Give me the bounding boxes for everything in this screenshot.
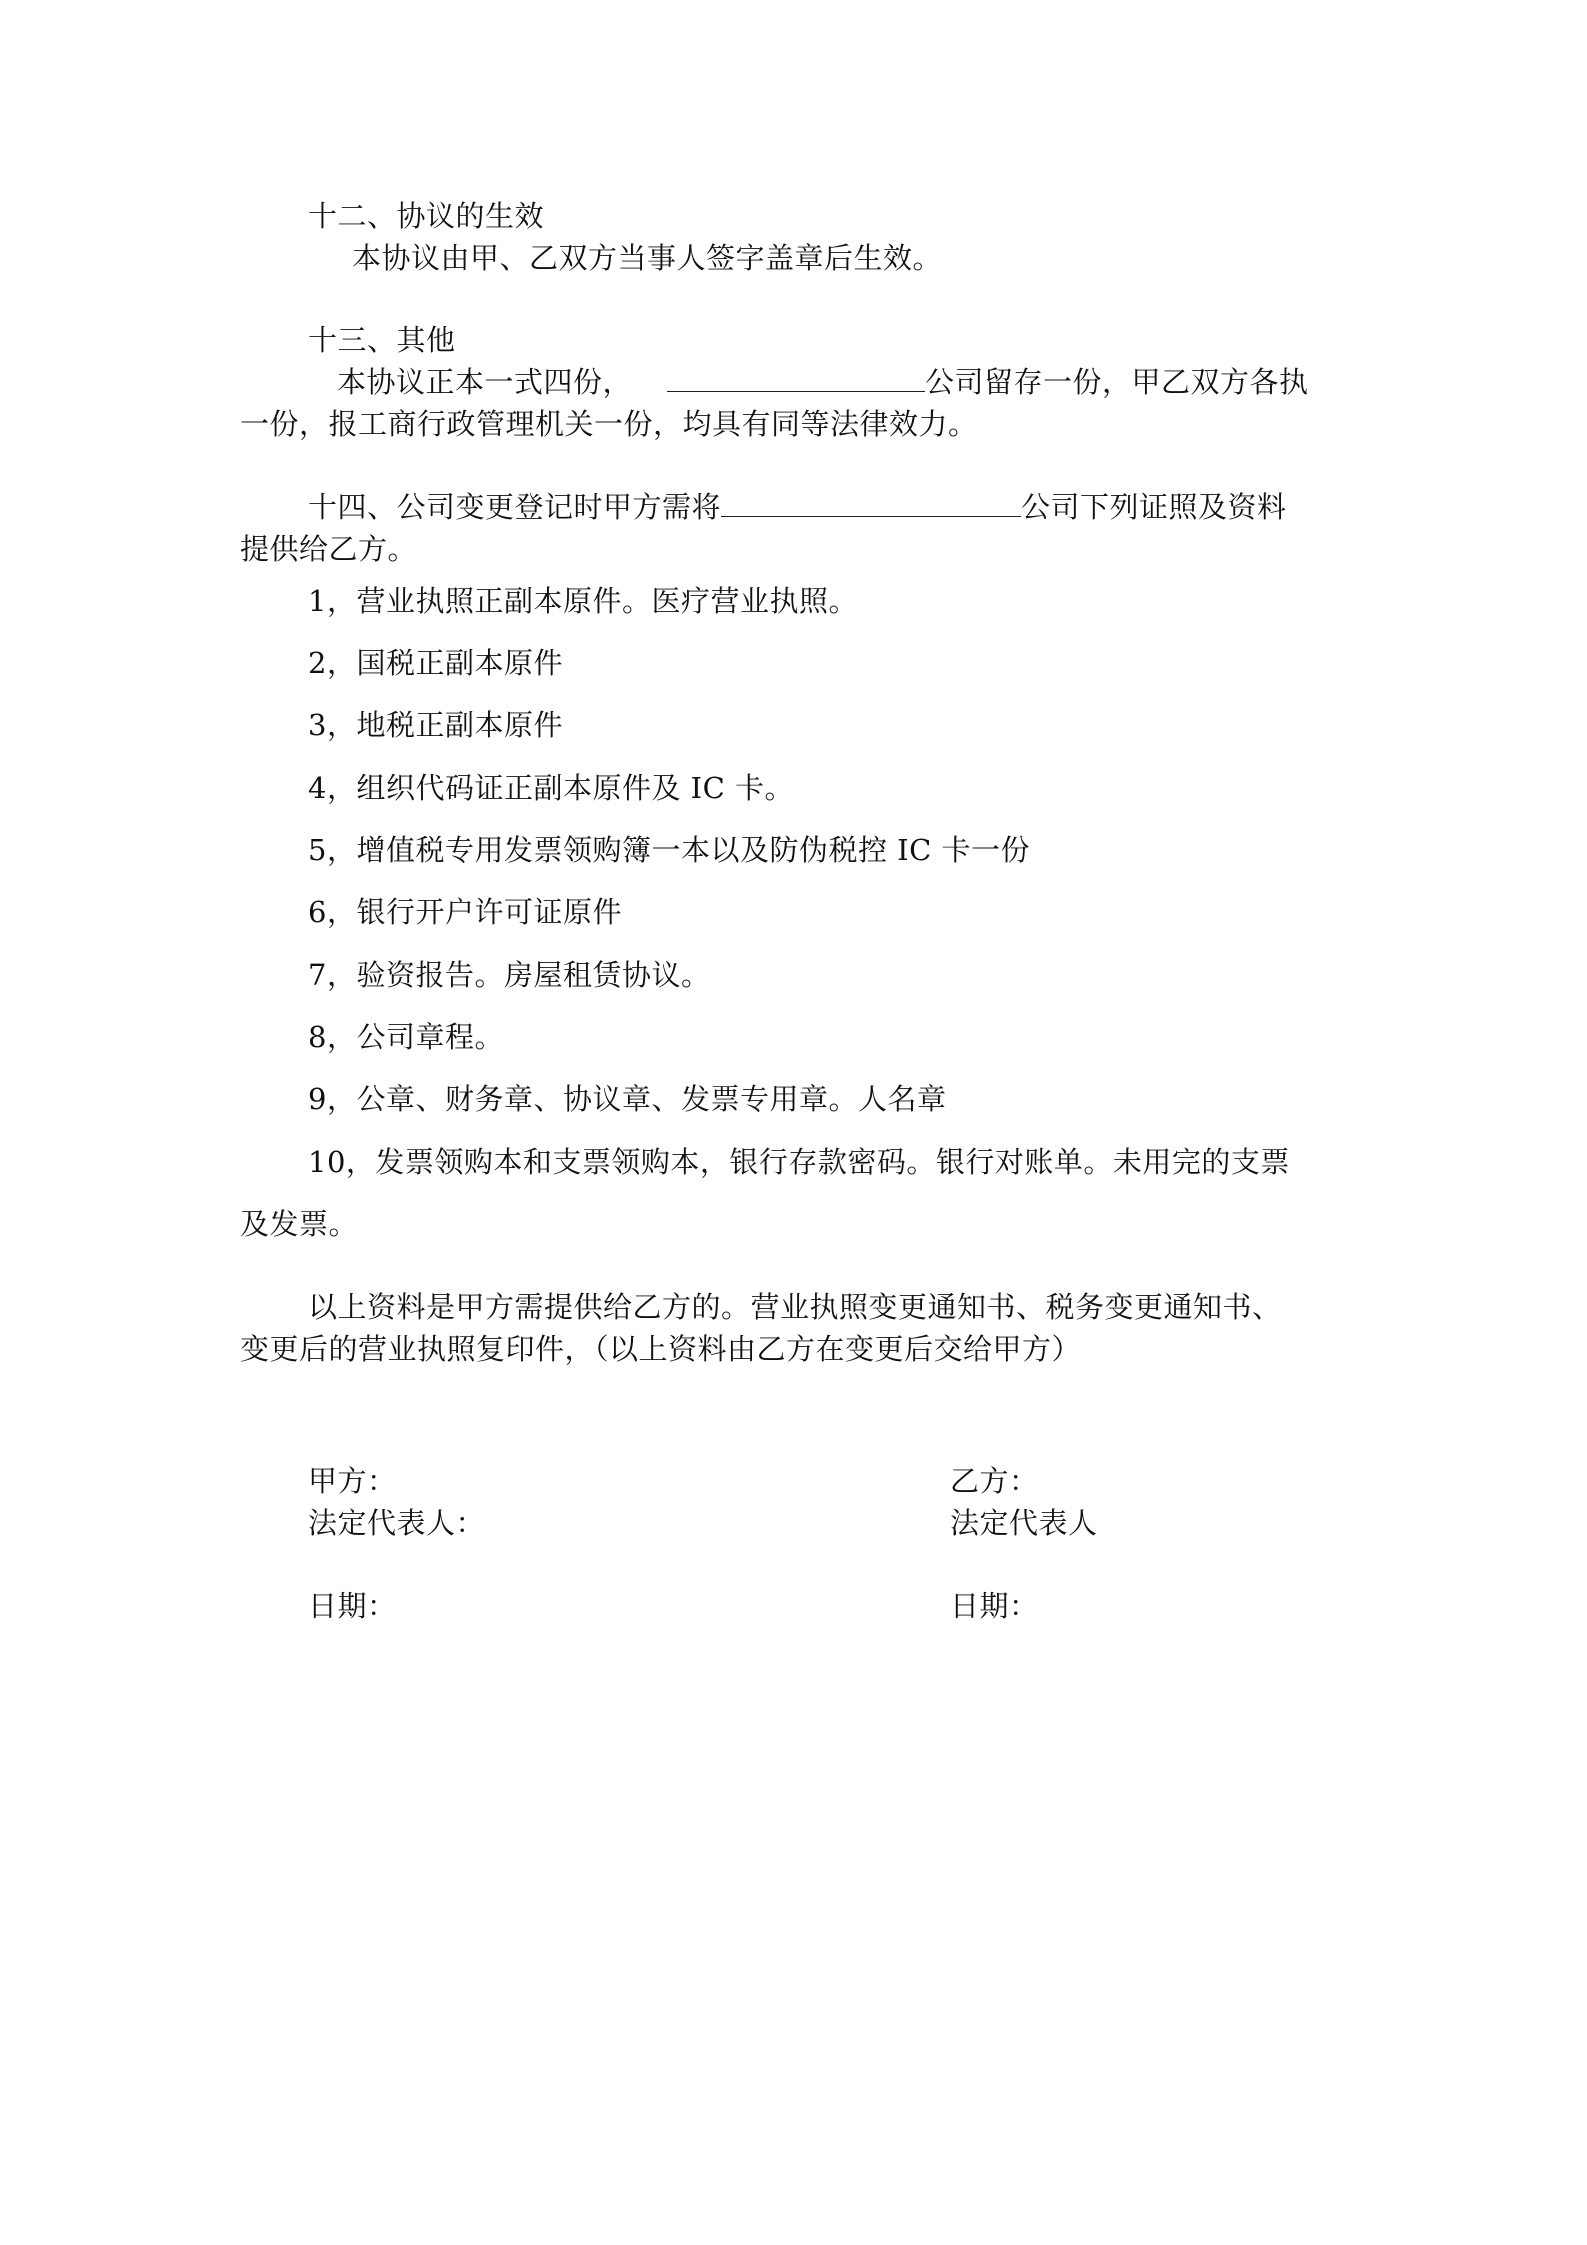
section-13-body-prefix: 本协议正本一式四份， [337,365,633,399]
list-item: 3，地税正副本原件 [308,708,563,742]
list-item: 9，公章、财务章、协议章、发票专用章。人名章 [308,1082,947,1116]
party-b-label: 乙方： [950,1464,1039,1498]
section-12-body: 本协议由甲、乙双方当事人签字盖章后生效。 [352,241,943,275]
list-item: 4，组织代码证正副本原件及 IC 卡。 [308,771,795,805]
section-13-body-suffix: 公司留存一份，甲乙双方各执 [925,365,1309,399]
section-14-intro-suffix: 公司下列证照及资料 [1021,490,1287,524]
list-item: 2，国税正副本原件 [308,646,563,680]
list-item: 5，增值税专用发票领购簿一本以及防伪税控 IC 卡一份 [308,833,1031,867]
section-14-intro-line1 [308,487,1287,527]
list-item: 6，银行开户许可证原件 [308,895,622,929]
list-item: 10，发票领购本和支票领购本，银行存款密码。银行对账单。未用完的支票 [308,1145,1290,1179]
party-b-date-label: 日期： [950,1589,1039,1623]
company-name-blank-2[interactable] [721,488,1021,517]
list-item-continuation: 及发票。 [240,1207,359,1241]
list-item: 7，验资报告。房屋租赁协议。 [308,958,711,992]
company-name-blank[interactable] [667,363,925,392]
party-b-representative-label: 法定代表人 [950,1506,1098,1540]
section-13-body-line2: 一份，报工商行政管理机关一份，均具有同等法律效力。 [240,407,978,441]
party-a-representative-label: 法定代表人： [308,1506,486,1540]
section-14-intro-prefix: 十四、公司变更登记时甲方需将 [308,490,722,524]
section-13-body-line1 [337,362,1309,402]
list-item: 1，营业执照正副本原件。医疗营业执照。 [308,584,858,618]
party-a-date-label: 日期： [308,1589,397,1623]
note-line2: 变更后的营业执照复印件，（以上资料由乙方在变更后交给甲方） [240,1332,1082,1366]
list-item: 8，公司章程。 [308,1020,504,1054]
section-13-heading: 十三、其他 [308,323,456,357]
party-a-label: 甲方： [308,1464,397,1498]
section-14-intro-line2: 提供给乙方。 [240,532,418,566]
note-line1: 以上资料是甲方需提供给乙方的。营业执照变更通知书、税务变更通知书、 [308,1290,1282,1324]
section-12-heading: 十二、协议的生效 [308,199,545,233]
